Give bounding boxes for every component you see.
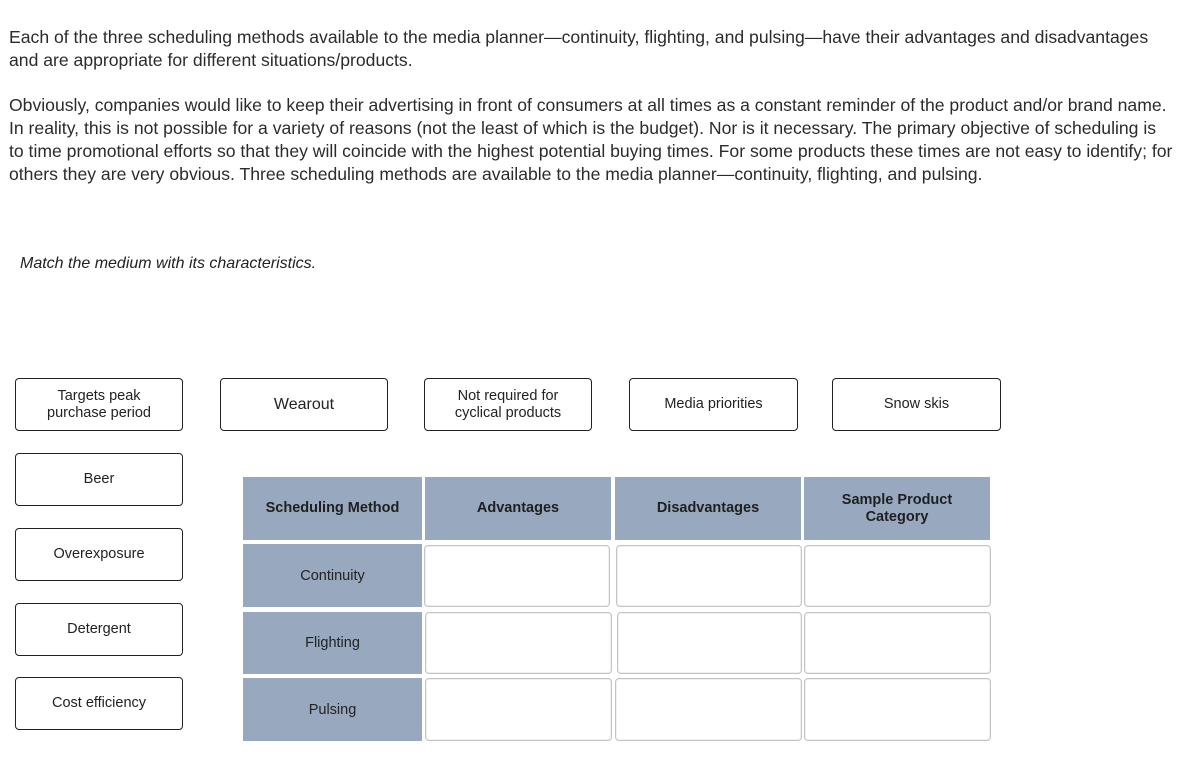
instruction-text: Match the medium with its characteristics. bbox=[20, 255, 317, 272]
drop-zone-pulsing-sample[interactable] bbox=[804, 678, 991, 741]
header-disadvantages: Disadvantages bbox=[615, 477, 801, 540]
method-flighting: Flighting bbox=[243, 612, 422, 674]
drag-card-detergent[interactable]: Detergent bbox=[15, 603, 183, 656]
intro-paragraph-1: Each of the three scheduling methods available to the media planner—continuity, flighting, and pulsing—have their advantages and disadvantages and are appropriate for different situations/products. bbox=[9, 27, 1149, 70]
drop-zone-flighting-advantages[interactable] bbox=[425, 612, 612, 674]
drag-card-not-required[interactable]: Not required for cyclical products bbox=[424, 378, 592, 431]
header-sample-product-category: Sample Product Category bbox=[804, 477, 990, 540]
drag-card-snow-skis[interactable]: Snow skis bbox=[832, 378, 1001, 431]
drop-zone-flighting-disadvantages[interactable] bbox=[617, 612, 802, 674]
drag-card-beer[interactable]: Beer bbox=[15, 453, 183, 506]
header-advantages: Advantages bbox=[425, 477, 611, 540]
intro-paragraph-2: Obviously, companies would like to keep their advertising in front of consumers at all times as a constant reminder of the product and/or brand name. In reality, this is not possible for a variety of reasons (not the least of which is the budget). Nor is it necessary. The primary objective of scheduling is to time promotional efforts so that they will coincide with the highest potential buying times. For some products these times are not easy to identify; for others they are very obvious. Three scheduling methods are available to the media planner—continuity, flighting, and pulsing. bbox=[9, 95, 1173, 184]
drop-zone-continuity-advantages[interactable] bbox=[424, 545, 610, 607]
method-continuity: Continuity bbox=[243, 544, 422, 607]
drop-zone-pulsing-advantages[interactable] bbox=[425, 678, 612, 741]
drag-card-media-priorities[interactable]: Media priorities bbox=[629, 378, 798, 431]
drag-card-targets-peak[interactable]: Targets peak purchase period bbox=[15, 378, 183, 431]
drop-zone-pulsing-disadvantages[interactable] bbox=[615, 678, 802, 741]
drag-card-cost-efficiency[interactable]: Cost efficiency bbox=[15, 677, 183, 730]
drop-zone-continuity-sample[interactable] bbox=[804, 545, 991, 607]
drag-card-overexposure[interactable]: Overexposure bbox=[15, 528, 183, 581]
drop-zone-continuity-disadvantages[interactable] bbox=[616, 545, 802, 607]
drag-card-wearout[interactable]: Wearout bbox=[220, 378, 388, 431]
drop-zone-flighting-sample[interactable] bbox=[804, 612, 991, 674]
method-pulsing: Pulsing bbox=[243, 678, 422, 741]
header-scheduling-method: Scheduling Method bbox=[243, 477, 422, 540]
